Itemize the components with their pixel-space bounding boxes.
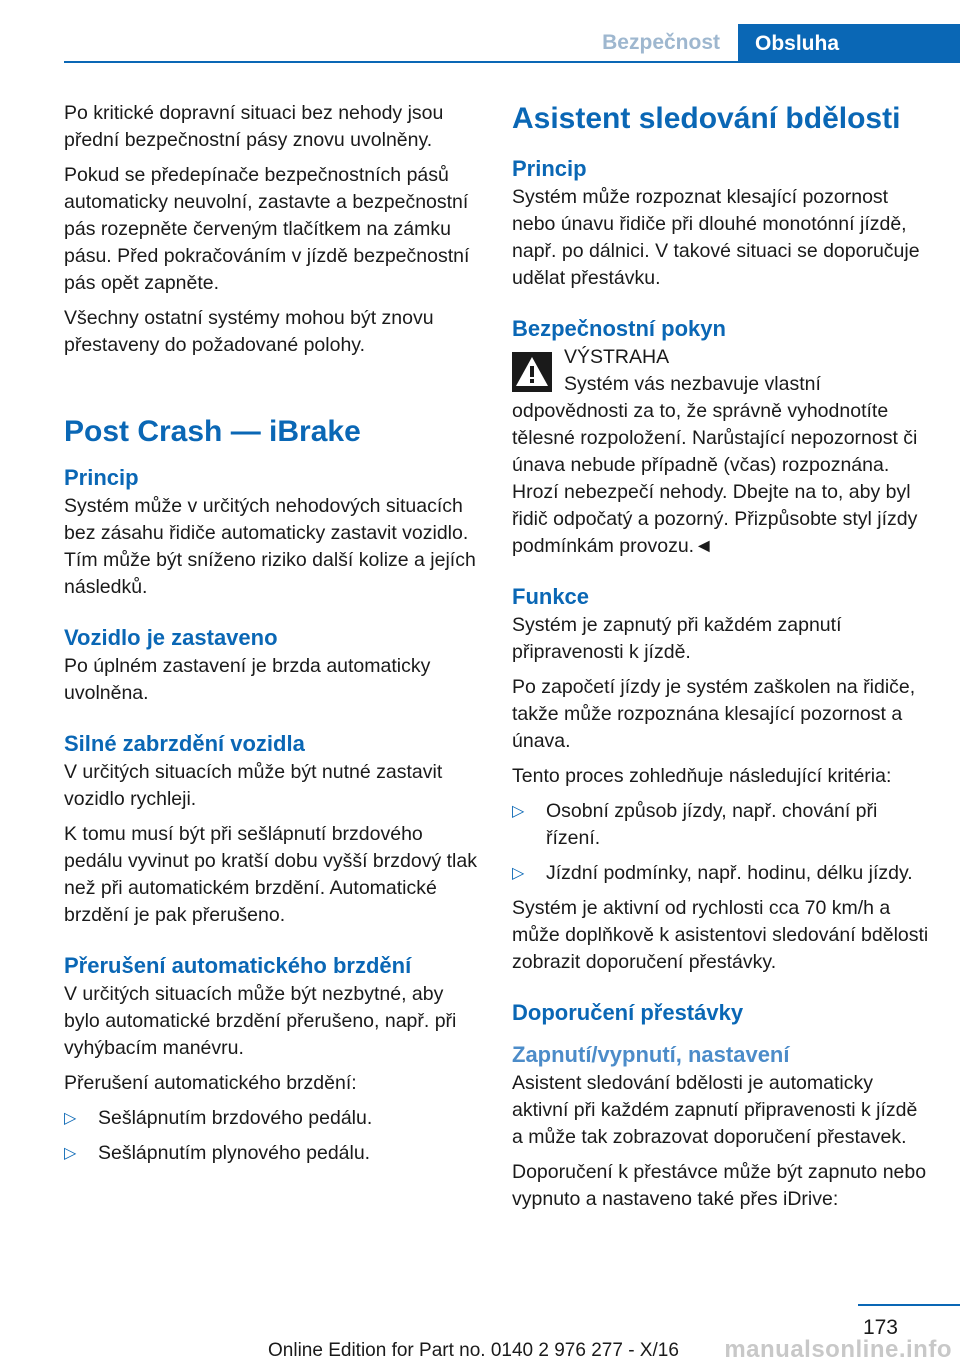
- paragraph: Systém může v určitých nehodových situacích bez zásahu řidiče automaticky zastavit vozidlo. Tím může být sníženo riziko další kolize a jejích následků.: [64, 495, 476, 598]
- paragraph: Systém může rozpoznat klesající pozornost nebo únavu řidiče při dlouhé monotónní jízdě, např. po dálnici. V takové situaci se doporučuje udělat přestávku.: [512, 186, 920, 289]
- triangle-bullet-icon: ▷: [512, 803, 525, 820]
- paragraph: Pokud se předepínače bezpečnostních pásů automaticky neuvolní, zastavte a bezpečnostní pás rozepněte červeným tlačítkem na zámku pásu. Před pokračováním v jízdě bezpečnostní pás opět zapněte.: [64, 164, 470, 294]
- tab-bezpecnost[interactable]: Bezpečnost: [602, 31, 720, 54]
- paragraph: V určitých situacích může být nutné zastavit vozidlo rychleji.: [64, 761, 443, 810]
- paragraph: Po započetí jízdy je systém zaškolen na řidiče, takže může rozpoznána klesající pozornost a únava.: [512, 676, 916, 752]
- paragraph: Systém je zapnutý při každém zapnutí připravenosti k jízdě.: [512, 614, 842, 663]
- paragraph: Systém je aktivní od rychlosti cca 70 km/h a může doplňkově k asistentovi sledování bdělosti zobrazit doporučení přestávky.: [512, 897, 929, 973]
- paragraph: Doporučení k přestávce může být zapnuto nebo vypnuto a nastaveno také přes iDrive:: [512, 1161, 927, 1210]
- bullet-list: [64, 1105, 480, 1167]
- list-item: ▷ Osobní způsob jízdy, např. chování při řízení.: [512, 800, 878, 849]
- section-title-post-crash: Post Crash — iBrake: [64, 415, 361, 448]
- paragraph: V určitých situacích může být nezbytné, aby bylo automatické brzdění přerušeno, např. při vyhýbacím manévru.: [64, 983, 457, 1059]
- watermark-logo: manualsonline.info: [724, 1336, 952, 1363]
- right-column: [512, 100, 930, 1221]
- bullet-list: [512, 798, 930, 887]
- warning-text: Systém vás nezbavuje vlastní odpovědnosti za to, že správně vyhodnotíte tělesné rozpoložení. Narůstající nepozornost či únava nebude případně (včas) rozpoznána. Hrozí nebezpečí nehody. Dbejte na to, aby byl řidič odpočatý a pozorný. Přizpůsobte styl jízdy podmínkám provozu.◄: [512, 373, 918, 557]
- paragraph: K tomu musí být při sešlápnutí brzdového pedálu vyvinut po kratší dobu vyšší brzdový tlak než při automatickém brzdění. Automatické brzdění je pak přerušeno.: [64, 823, 477, 926]
- triangle-bullet-icon: ▷: [64, 1110, 77, 1127]
- triangle-bullet-icon: ▷: [512, 865, 525, 882]
- paragraph: Přerušení automatického brzdění:: [64, 1072, 357, 1094]
- edition-footer: Online Edition for Part no. 0140 2 976 277 - X/16: [268, 1340, 679, 1361]
- paragraph: Tento proces zohledňuje následující kritéria:: [512, 765, 892, 787]
- paragraph: Asistent sledování bdělosti je automaticky aktivní při každém zapnutí připravenosti k jízdě a může tak zobrazovat doporučení přestavek.: [512, 1072, 918, 1148]
- heading-preruseni-brzdeni: Přerušení automatického brzdění: [64, 953, 412, 978]
- subheading-zapnuti-vypnuti: Zapnutí/vypnutí, nastavení: [512, 1042, 790, 1067]
- section-title-asistent: Asistent sledování bdělosti: [512, 102, 901, 135]
- paragraph: Po úplném zastavení je brzda automaticky uvolněna.: [64, 655, 431, 704]
- list-item: ▷ Sešlápnutím plynového pedálu.: [64, 1140, 480, 1167]
- tab-obsluha[interactable]: Obsluha: [738, 24, 960, 63]
- paragraph: Po kritické dopravní situaci bez nehody jsou přední bezpečnostní pásy znovu uvolněny.: [64, 102, 444, 151]
- left-column: [64, 100, 480, 1175]
- heading-silne-zabrzdeni: Silné zabrzdění vozidla: [64, 731, 305, 756]
- heading-doporuceni-prestavky: Doporučení přestávky: [512, 1000, 744, 1025]
- footer-rule: [858, 1304, 960, 1306]
- triangle-bullet-icon: ▷: [64, 1145, 77, 1162]
- warning-title: VÝSTRAHA: [564, 346, 670, 368]
- paragraph: Všechny ostatní systémy mohou být znovu přestaveny do požadované polohy.: [64, 307, 434, 356]
- page-number: 173: [862, 1316, 898, 1339]
- warning-triangle-icon: [512, 352, 552, 392]
- heading-princip: Princip: [512, 156, 587, 181]
- list-item: ▷ Jízdní podmínky, např. hodinu, délku jízdy.: [512, 860, 930, 887]
- warning-block: [512, 344, 930, 560]
- heading-vozidlo-zastaveno: Vozidlo je zastaveno: [64, 625, 278, 650]
- list-item: ▷ Sešlápnutím brzdového pedálu.: [64, 1105, 480, 1132]
- heading-princip: Princip: [64, 465, 139, 490]
- heading-funkce: Funkce: [512, 584, 590, 609]
- header-rule: [64, 61, 960, 63]
- heading-bezpecnostni-pokyn: Bezpečnostní pokyn: [512, 316, 726, 341]
